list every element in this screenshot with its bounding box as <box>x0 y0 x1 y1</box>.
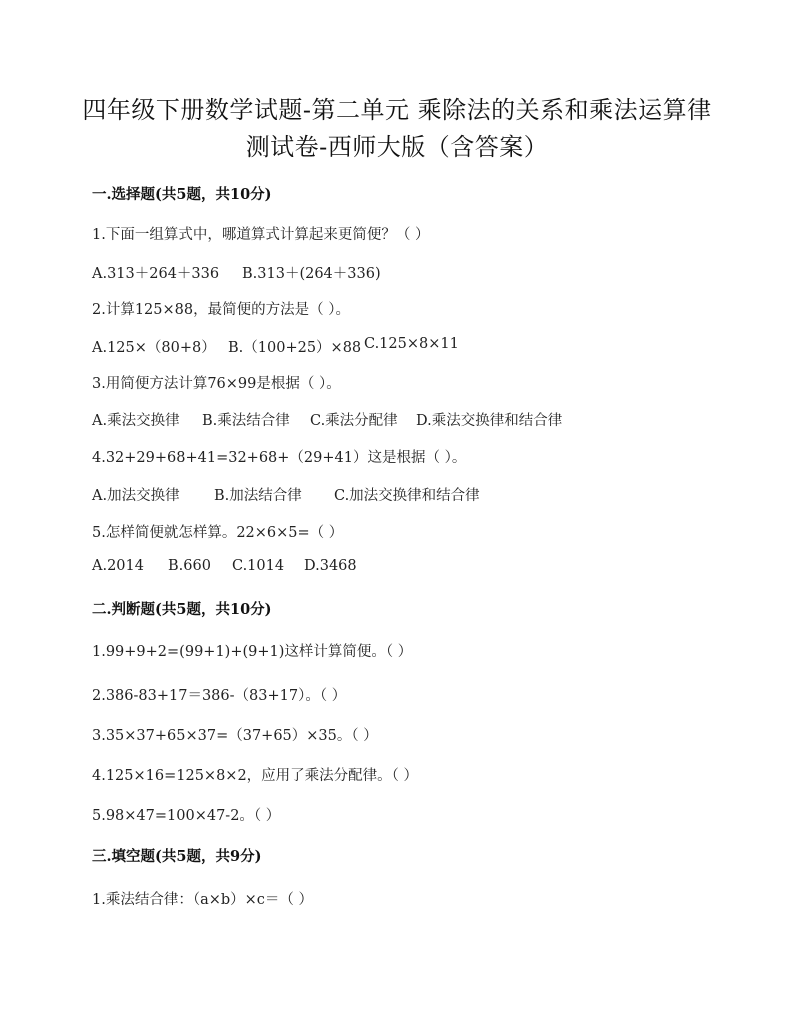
s1-q5-option-a: A.2014 <box>92 558 144 574</box>
section1-heading: 一.选择题(共5题，共10分) <box>92 186 272 203</box>
title-line-1: 四年级下册数学试题-第二单元 乘除法的关系和乘法运算律 <box>82 96 712 124</box>
s3-item-1: 1.乘法结合律：（a×b）×c＝（ ） <box>92 892 314 908</box>
s2-item-1: 1.99+9+2=(99+1)+(9+1)这样计算简便。（ ） <box>92 644 413 660</box>
section2-heading: 二.判断题(共5题，共10分) <box>92 601 272 618</box>
s1-q3-text: 3.用简便方法计算76×99是根据（ ）。 <box>92 376 341 392</box>
s1-q1-option-b: B.313＋(264＋336) <box>242 266 381 282</box>
s1-q1-text: 1.下面一组算式中，哪道算式计算起来更简便？（ ） <box>92 227 430 243</box>
s1-q1-option-a: A.313＋264＋336 <box>92 266 220 282</box>
s1-q5-option-d: D.3468 <box>304 558 357 574</box>
s1-q4-option-a: A.加法交换律 <box>92 488 180 504</box>
s1-q2-option-a: A.125×（80+8） <box>92 340 216 356</box>
s1-q5-option-c: C.1014 <box>232 558 285 574</box>
s1-q3-option-b: B.乘法结合律 <box>202 413 290 429</box>
s1-q2-option-b: B.（100+25）×88 <box>228 340 362 356</box>
s2-item-3: 3.35×37+65×37=（37+65）×35。（ ） <box>92 728 378 744</box>
section3-heading: 三.填空题(共5题，共9分) <box>92 848 262 865</box>
s1-q4-option-b: B.加法结合律 <box>214 488 302 504</box>
s1-q2-text: 2.计算125×88，最简便的方法是（ ）。 <box>92 302 350 318</box>
s1-q3-option-d: D.乘法交换律和结合律 <box>416 413 563 429</box>
s1-q4-text: 4.32+29+68+41=32+68+（29+41）这是根据（ ）。 <box>92 450 467 466</box>
title-line-2: 测试卷-西师大版（含答案） <box>245 133 549 161</box>
s1-q5-text: 5.怎样简便就怎样算。22×6×5=（ ） <box>92 525 344 541</box>
s1-q3-option-a: A.乘法交换律 <box>92 413 180 429</box>
s1-q5-option-b: B.660 <box>168 558 211 574</box>
s1-q3-option-c: C.乘法分配律 <box>310 413 398 429</box>
s2-item-2: 2.386-83+17＝386-（83+17）。（ ） <box>92 688 347 704</box>
s1-q2-option-c: C.125×8×11 <box>364 336 459 352</box>
s2-item-4: 4.125×16=125×8×2，应用了乘法分配律。（ ） <box>92 768 419 784</box>
s1-q4-option-c: C.加法交换律和结合律 <box>334 488 480 504</box>
s2-item-5: 5.98×47=100×47-2。（ ） <box>92 808 281 824</box>
